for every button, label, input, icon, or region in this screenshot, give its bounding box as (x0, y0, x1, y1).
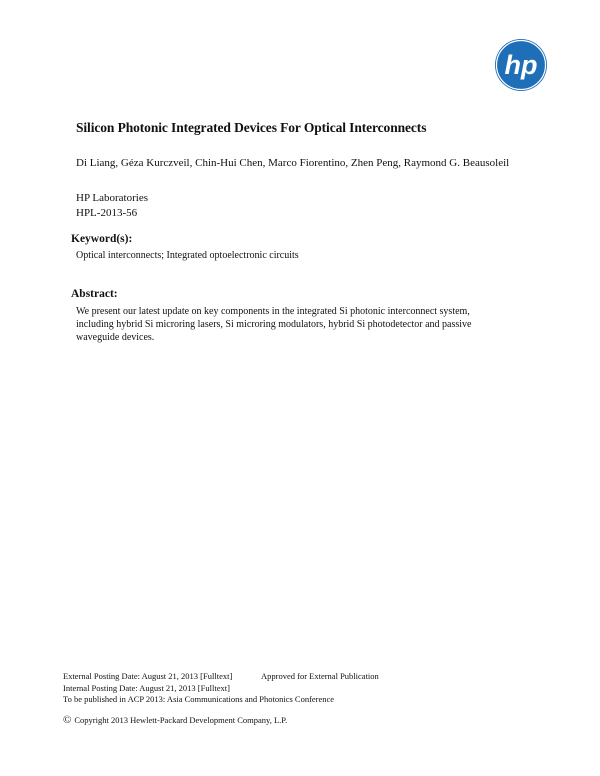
abstract-line: We present our latest update on key components in the integrated Si photonic interconnect system, (76, 306, 470, 317)
lab-name: HP Laboratories (76, 192, 148, 204)
abstract-text (76, 305, 516, 344)
lab-info (76, 191, 148, 221)
posting-info (63, 671, 379, 706)
abstract-line: waveguide devices. (76, 332, 155, 343)
logo-text: hp (504, 50, 538, 80)
copyright-symbol: © (63, 714, 72, 726)
abstract-heading: Abstract: (71, 288, 118, 300)
hp-logo (494, 38, 548, 92)
hp-logo-icon (494, 38, 548, 92)
keywords-text: Optical interconnects; Integrated optoelectronic circuits (76, 250, 299, 261)
internal-posting-date: Internal Posting Date: August 21, 2013 [Fulltext] (63, 682, 230, 693)
copyright-text: Copyright 2013 Hewlett-Packard Development Company, L.P. (74, 715, 288, 725)
author-list: Di Liang, Géza Kurczveil, Chin-Hui Chen, Marco Fiorentino, Zhen Peng, Raymond G. Beausoleil (76, 157, 510, 169)
copyright-line (63, 714, 287, 726)
publication-note: To be published in ACP 2013: Asia Communications and Photonics Conference (63, 694, 335, 704)
abstract-line: including hybrid Si microring lasers, Si microring modulators, hybrid Si photodetector and passive (76, 319, 472, 330)
paper-title: Silicon Photonic Integrated Devices For Optical Interconnects (76, 120, 427, 135)
report-number: HPL-2013-56 (76, 207, 138, 219)
keywords-heading: Keyword(s): (71, 233, 133, 245)
external-posting-date: External Posting Date: August 21, 2013 [Fulltext] (63, 671, 233, 681)
approval-status: Approved for External Publication (261, 671, 379, 681)
